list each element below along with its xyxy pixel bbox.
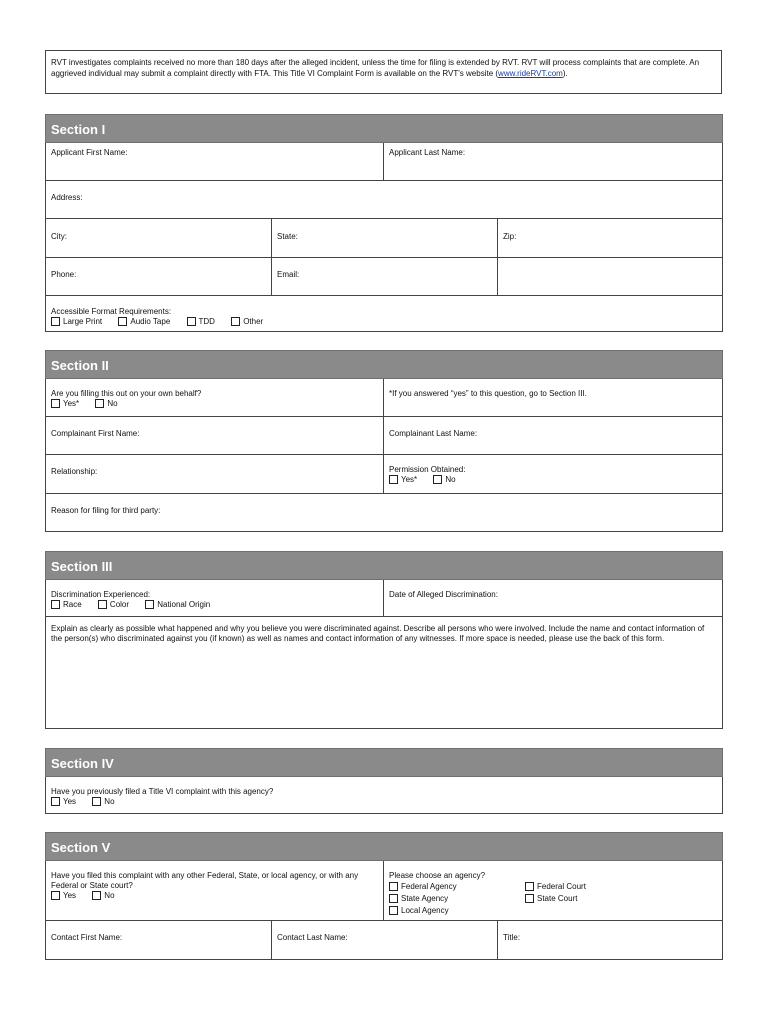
agency-federal-agency[interactable] [389,881,457,893]
agency-local-agency[interactable] [389,905,457,917]
accessible-format-group [46,296,722,331]
option-race[interactable] [51,600,82,610]
applicant-last-name-label: Applicant Last Name: [389,148,466,157]
section-1 [45,114,723,332]
section-4 [45,748,723,814]
intro-text-end: ). [562,69,568,78]
checkbox[interactable] [187,317,196,326]
option-label: State Court [537,894,578,903]
checkbox[interactable] [51,317,60,326]
city-field[interactable] [46,219,272,257]
checkbox[interactable] [51,891,60,900]
own-behalf-note [384,379,722,416]
applicant-first-name-label: Applicant First Name: [51,148,128,157]
contact-first-name-field[interactable] [46,921,272,959]
checkbox[interactable] [51,797,60,806]
option-label: Federal Agency [401,882,457,891]
complainant-first-name-label: Complainant First Name: [51,429,140,438]
section-5 [45,832,723,960]
checkbox[interactable] [525,882,534,891]
discrimination-label: Discrimination Experienced: [51,590,151,599]
agency-choice-label: Please choose an agency? [389,871,486,880]
checkbox[interactable] [92,891,101,900]
permission-no[interactable] [433,475,455,485]
other-agency-label: Have you filed this complaint with any other Federal, State, or local agency, or with any Federal or State court? [51,871,359,890]
checkbox[interactable] [389,906,398,915]
intro-paragraph [45,50,722,94]
checkbox[interactable] [95,399,104,408]
explain-label: Explain as clearly as possible what happened and why you believe you were discriminated against. Describe all persons who were involved. Include the name and contact information of the person(s) who discriminated against you (if known) as well as names and contact information of any witnesses. If more space is needed, please use the back of this form. [51,624,705,643]
state-field[interactable] [272,219,498,257]
option-label: Federal Court [537,882,586,891]
state-label: State: [277,232,298,241]
relationship-label: Relationship: [51,467,98,476]
zip-field[interactable] [498,219,722,257]
note-text: *If you answered “yes” to this question, go to Section III. [389,389,587,398]
date-field[interactable] [384,580,722,616]
discrimination-group [46,580,384,616]
other-agency-no[interactable] [92,891,114,901]
option-label: National Origin [157,600,211,609]
checkbox[interactable] [389,882,398,891]
agency-state-agency[interactable] [389,893,457,905]
option-label: Yes* [401,475,418,484]
agency-choice-group [384,861,722,920]
option-label: Color [109,600,130,609]
complainant-last-name-field[interactable] [384,417,722,454]
email-label: Email: [277,270,300,279]
previous-yes[interactable] [51,797,76,807]
option-label: Yes [63,797,77,806]
complainant-first-name-field[interactable] [46,417,384,454]
agency-federal-court[interactable] [525,881,586,893]
option-label: Race [63,600,82,609]
city-label: City: [51,232,67,241]
phone-field[interactable] [46,258,272,295]
previous-complaint-label: Have you previously filed a Title VI complaint with this agency? [51,787,274,796]
section-3 [45,551,723,729]
option-label: Large Print [63,317,103,326]
section-1-title: Section I [45,114,723,143]
other-agency-yes[interactable] [51,891,76,901]
contact-title-label: Title: [503,933,521,942]
contact-last-name-label: Contact Last Name: [277,933,348,942]
relationship-field[interactable] [46,455,384,493]
option-label: No [107,399,118,408]
option-large-print[interactable] [51,317,102,327]
section-2-title: Section II [45,350,723,379]
checkbox[interactable] [51,399,60,408]
own-behalf-group [46,379,384,416]
option-tdd[interactable] [187,317,215,327]
checkbox[interactable] [145,600,154,609]
contact-first-name-label: Contact First Name: [51,933,123,942]
contact-last-name-field[interactable] [272,921,498,959]
phone-label: Phone: [51,270,77,279]
own-behalf-label: Are you filling this out on your own behalf? [51,389,202,398]
checkbox[interactable] [433,475,442,484]
checkbox[interactable] [389,475,398,484]
agency-state-court[interactable] [525,893,586,905]
option-national-origin[interactable] [145,600,210,610]
other-agency-group [46,861,384,920]
applicant-last-name-field[interactable] [384,143,722,180]
previous-complaint-group [46,777,722,813]
option-label: No [104,797,115,806]
option-label: Audio Tape [130,317,171,326]
checkbox[interactable] [231,317,240,326]
empty-cell [498,258,722,295]
option-label: State Agency [401,894,449,903]
complainant-last-name-label: Complainant Last Name: [389,429,478,438]
intro-text: RVT investigates complaints received no more than 180 days after the alleged incident, unless the time for filing is extended by RVT. RVT will process complaints that are complete. An aggrieved individual may submit a complaint directly with FTA. This Title VI Complaint Form is available on the RVT's website ( [51,58,700,78]
accessible-format-label: Accessible Format Requirements: [51,307,172,316]
zip-label: Zip: [503,232,517,241]
date-label: Date of Alleged Discrimination: [389,590,498,599]
contact-title-field[interactable] [498,921,722,959]
option-label: Local Agency [401,906,449,915]
email-field[interactable] [272,258,498,295]
option-label: No [445,475,456,484]
option-other[interactable] [231,317,263,327]
option-audio-tape[interactable] [118,317,170,327]
checkbox[interactable] [118,317,127,326]
option-color[interactable] [98,600,129,610]
option-label: TDD [198,317,215,326]
applicant-first-name-field[interactable] [46,143,384,180]
section-5-title: Section V [45,832,723,861]
permission-label: Permission Obtained: [389,465,466,474]
previous-no[interactable] [92,797,114,807]
option-label: Yes* [63,399,80,408]
checkbox[interactable] [98,600,107,609]
reason-label: Reason for filing for third party: [51,506,161,515]
website-link[interactable]: www.rideRVT.com [498,69,563,78]
section-3-title: Section III [45,551,723,580]
section-2 [45,350,723,532]
checkbox[interactable] [51,600,60,609]
checkbox[interactable] [525,894,534,903]
own-behalf-no[interactable] [95,399,117,409]
reason-field[interactable] [46,494,722,531]
own-behalf-yes[interactable] [51,399,79,409]
option-label: Yes [63,891,77,900]
address-field[interactable] [46,181,722,218]
checkbox[interactable] [389,894,398,903]
section-4-title: Section IV [45,748,723,777]
permission-yes[interactable] [389,475,417,485]
explain-field[interactable] [46,617,722,728]
permission-group [384,455,722,493]
option-label: No [104,891,115,900]
checkbox[interactable] [92,797,101,806]
address-label: Address: [51,193,83,202]
option-label: Other [243,317,264,326]
